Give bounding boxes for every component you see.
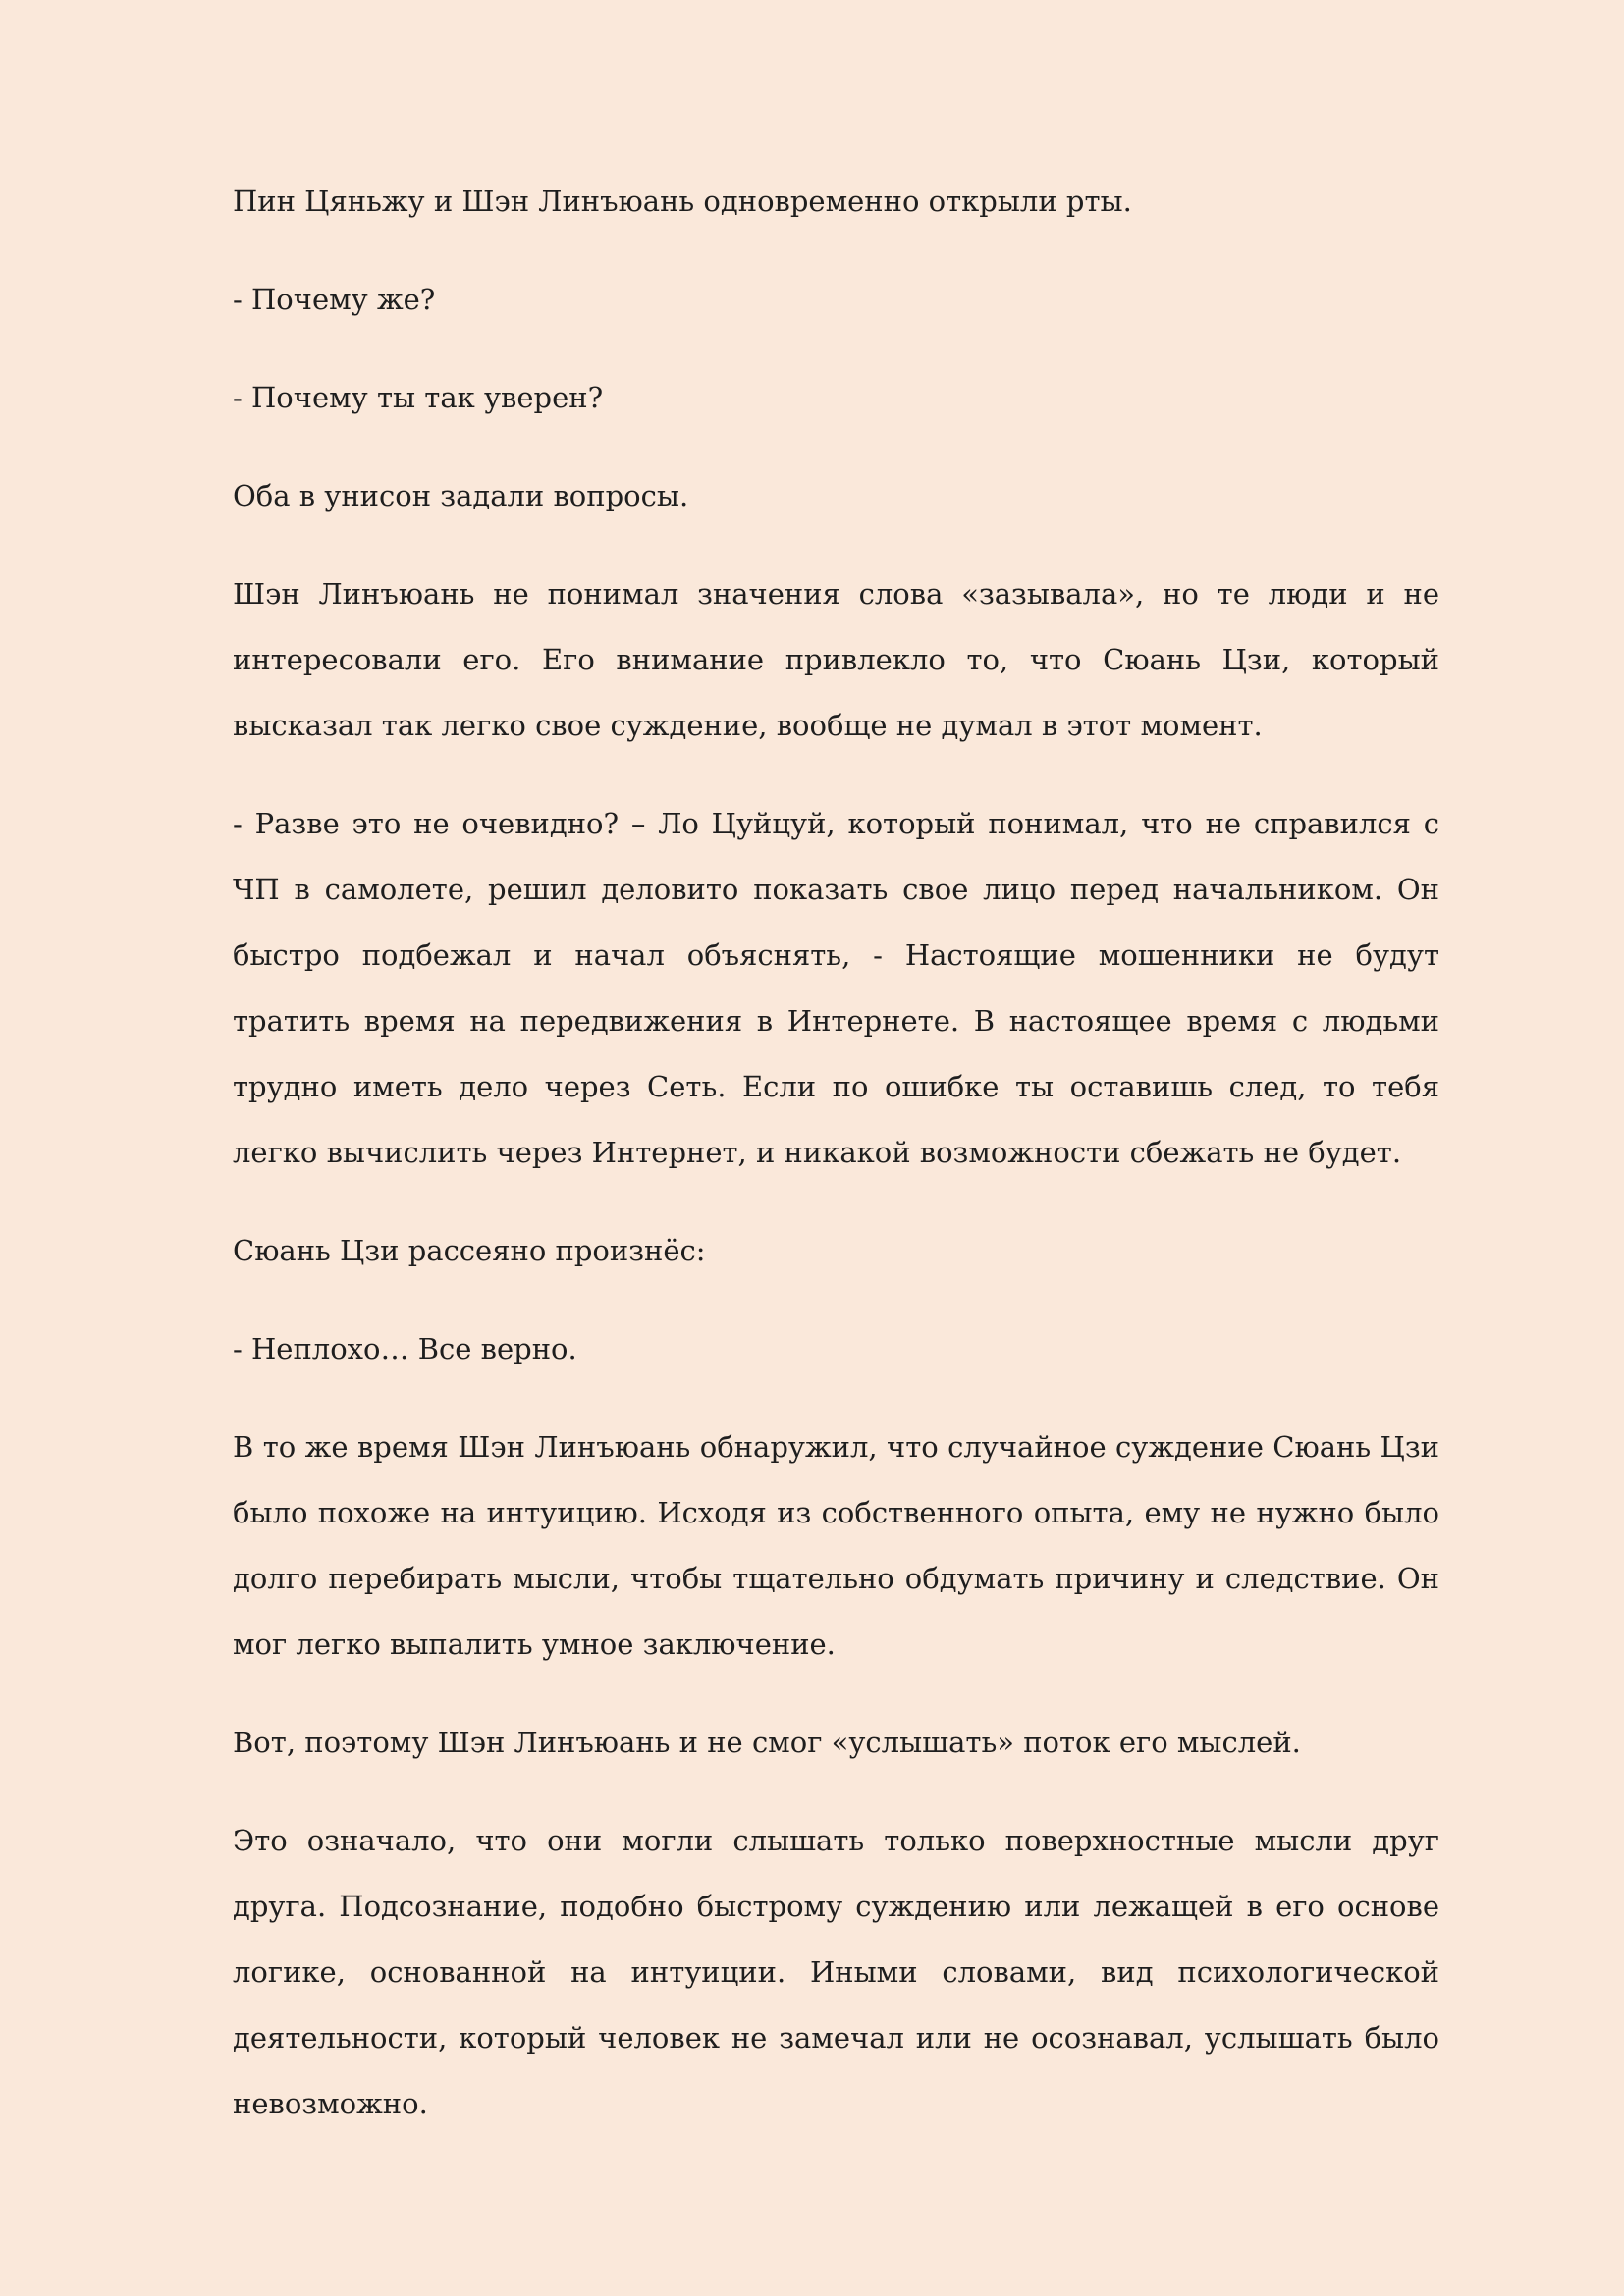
paragraph: - Разве это не очевидно? – Ло Цуйцуй, который понимал, что не справился с ЧП в самолете, решил деловито показать свое лицо перед начальником. Он быстро подбежал и начал объяснять, - Настоящие мошенники не будут тратить время на передвижения в Интернете. В настоящее время с людьми трудно иметь дело через Сеть. Если по ошибке ты оставишь след, то тебя легко вычислить через Интернет, и никакой возможности сбежать не будет. xyxy=(233,807,1439,1169)
document-body xyxy=(233,169,1439,2137)
paragraph: Вот, поэтому Шэн Линъюань и не смог «услышать» поток его мыслей. xyxy=(233,1726,1301,1759)
paragraph: Пин Цяньжу и Шэн Линъюань одновременно открыли рты. xyxy=(233,185,1132,218)
paragraph: В то же время Шэн Линъюань обнаружил, что случайное суждение Сюань Цзи было похоже на интуицию. Исходя из собственного опыта, ему не нужно было долго перебирать мысли, чтобы тщательно обдумать причину и следствие. Он мог легко выпалить умное заключение. xyxy=(233,1430,1439,1661)
paragraph: - Неплохо… Все верно. xyxy=(233,1332,577,1365)
paragraph: Сюань Цзи рассеяно произнёс: xyxy=(233,1234,706,1267)
paragraph: Оба в унисон задали вопросы. xyxy=(233,479,689,512)
paragraph: - Почему же? xyxy=(233,283,436,316)
paragraph: - Почему ты так уверен? xyxy=(233,381,604,414)
paragraph: Это означало, что они могли слышать только поверхностные мысли друг друга. Подсознание, подобно быстрому суждению или лежащей в его основе логике, основанной на интуиции. Иными словами, вид психологической деятельности, который человек не замечал или не осознавал, услышать было невозможно. xyxy=(233,1824,1439,2120)
paragraph: Шэн Линъюань не понимал значения слова «зазывала», но те люди и не интересовали его. Его внимание привлекло то, что Сюань Цзи, который высказал так легко свое суждение, вообще не думал в этот момент. xyxy=(233,577,1439,742)
